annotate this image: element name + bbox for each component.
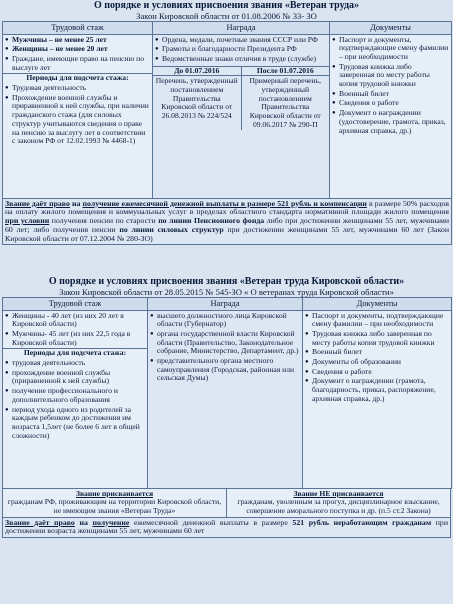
rights-text: при условии — [5, 216, 50, 226]
award-cell — [148, 310, 303, 488]
list-item: ● трудовая деятельность — [12, 359, 145, 368]
list-item: ● Мужчины- 45 лет (из них 22,5 года в Кировской области) — [12, 330, 145, 347]
section2-conditions — [2, 488, 451, 539]
assigned-head: Звание присваивается — [75, 488, 154, 498]
rights-text: по линии Пенсионного фонда — [158, 216, 265, 226]
date-after-col — [242, 67, 330, 130]
list-item: ● Документ о награждении (грамота, благодарность, приказ, распоряжение, архивная справка, др.) — [312, 377, 449, 403]
award-dates — [153, 66, 329, 130]
list-item: ● Документ о награждении (удостоверение, грамота, приказ, архивная справка, др.) — [339, 109, 449, 135]
docs-cell — [330, 34, 452, 198]
section-veteran-truda — [2, 0, 451, 274]
section2-title: О порядке и условиях присвоения звания «Ветеран труда Кировской области» — [48, 276, 405, 287]
rights-text: получения пенсии по старости — [49, 216, 159, 226]
col-header-award: Награда — [148, 298, 303, 311]
list-item: ● представительного органа местного самоуправления (Городская, районная или сельская Думы) — [157, 357, 300, 383]
list-item: ● Паспорт и документы, подтверждающие смену фамилии – при необходимости — [339, 36, 449, 62]
list-item: ● Сведения о работе — [312, 368, 449, 377]
rights-text: получение — [92, 517, 130, 527]
list-item: ● Трудовая книжка либо заверенная по месту работы копия трудовой книжки — [339, 63, 449, 89]
rights-text: при достижении женщинами 55 лет, мужчинами 60 лет (Закон Кировской области от 07.12.2004 № 280-ЗО) — [5, 224, 449, 243]
section1-subtitle: Закон Кировской области от 01.08.2006 № 33- ЗО — [136, 11, 317, 21]
list-item: ● органа государственной власти Кировской области (Правительство, Законодательное собрание, Министерство, Департамент, др.) — [157, 330, 300, 356]
assigned-text: гражданам РФ, проживающим на территории Кировской области, не имеющим звания «Ветеран Труда» — [7, 497, 222, 515]
list-item: ● Женщины - 40 лет (из них 20 лет в Кировской области) — [12, 312, 145, 329]
list-item: ● получение профессионального и дополнительного образования — [12, 387, 145, 404]
list-item: ● Прохождение военной службы и приравненной к ней службы, при наличии гражданского стажа (для силовых структур учитываются сведения о праве на пенсию за выслугу лет в соответствии с законом РФ от 12.02.1993 № 4468-1) — [12, 94, 150, 146]
stazh-cell — [3, 34, 153, 198]
section1-title: О порядке и условиях присвоения звания «Ветеран труда» — [93, 0, 360, 11]
rights-text: на — [74, 517, 93, 527]
col-header-award: Награда — [153, 22, 330, 35]
rights-text: на — [69, 198, 83, 208]
list-item: ● прохождение военной службы (приравненной к ней службы) — [12, 369, 145, 386]
date-before: До 01.07.2016 — [153, 67, 241, 77]
not-assigned-text: гражданам, уволенным за прогул, дисциплинарное взыскание, совершение аморального поступка и др. (п.5 ст.2 Закона) — [237, 497, 440, 515]
list-item: ● Граждане, имеющие право на пенсию по выслуге лет — [12, 55, 150, 72]
list-item: ● Ведомственные знаки отличия в труде (службе) — [162, 55, 327, 64]
stazh-cell — [3, 310, 148, 488]
periods-title: Периоды для подсчета стажа: — [3, 348, 147, 358]
list-item: ● высшего должностного лица Кировской области (Губернатор) — [157, 312, 300, 329]
col-header-docs: Документы — [303, 298, 452, 311]
rights-label: Звание даёт право — [5, 198, 70, 208]
list-item: ● период ухода одного из родителей за каждым ребенком до достижения им возраста 1,5лет (не более 6 лет в общей сложности) — [12, 406, 145, 441]
list-item: ● Ордена, медали, почетные звания СССР или РФ — [162, 36, 327, 45]
list-item: ● Военный билет — [339, 90, 449, 99]
before-text: Перечень, утвержденный постановлением Правительства Кировской области от 26.08.2013 № 224/524 — [155, 76, 238, 121]
not-assigned-head: Звание НЕ присваивается — [293, 488, 384, 498]
assigned-cell — [3, 488, 227, 517]
section1-table — [2, 21, 452, 245]
section1-rights — [3, 198, 452, 245]
docs-cell — [303, 310, 452, 488]
col-header-docs: Документы — [330, 22, 452, 35]
list-item: ● Документы об образовании — [312, 358, 449, 367]
list-item: ● Трудовая деятельность — [12, 84, 150, 93]
col-header-stazh: Трудовой стаж — [3, 298, 148, 311]
col-header-stazh: Трудовой стаж — [3, 22, 153, 35]
rights-label: Звание даёт право — [5, 517, 75, 527]
after-text: Примерный перечень, утвержденный постановлением Правительства Кировской области от 09.06.2017 № 290-П — [249, 76, 321, 129]
rights-text: при достижении возраста женщинами 55 лет, мужчинами 60 лет — [5, 517, 449, 536]
section-veteran-truda-kirov — [2, 276, 451, 604]
list-item: ● Грамоты и благодарности Президента РФ — [162, 45, 327, 54]
list-item: ● Паспорт и документы, подтверждающие смену фамилии – при необходимости — [312, 312, 449, 329]
rights-text: получение ежемесячной денежной выплаты в размере 521 рубль и компенсации — [82, 198, 367, 208]
rights-text: по линии силовых структур — [119, 224, 224, 234]
list-item: ● Мужчины – не менее 25 лет — [12, 36, 150, 45]
list-item: ● Военный билет — [312, 348, 449, 357]
rights-text: в размере 50% расходов на оплату жилого помещения и коммунальных услуг в пределах областного стандарта нормативной площади жилого помещения — [5, 198, 449, 217]
rights-text: ежемесячной денежной выплаты в размере — [129, 517, 293, 527]
date-after: После 01.07.2016 — [242, 67, 330, 77]
date-before-col — [153, 67, 242, 130]
periods-title: Периоды для подсчета стажа: — [3, 73, 152, 83]
rights-text: 521 рубль неработающим гражданам — [292, 517, 432, 527]
list-item: ● Трудовая книжка либо заверенная по месту работы копия трудовой книжки — [312, 330, 449, 347]
rights-text: либо при достижении женщинами 55 лет, мужчинами 60 лет; либо получения пенсии — [5, 216, 449, 234]
not-assigned-cell — [227, 488, 451, 517]
section2-rights — [3, 517, 451, 538]
list-item: ● Сведения о работе — [339, 99, 449, 108]
list-item: ● Женщины – не менее 20 лет — [12, 45, 150, 54]
section2-subtitle: Закон Кировской области от 28.05.2015 № 545-ЗО « О ветеранах труда Кировской области» — [59, 287, 394, 297]
award-cell — [153, 34, 330, 198]
section2-table — [2, 297, 452, 489]
